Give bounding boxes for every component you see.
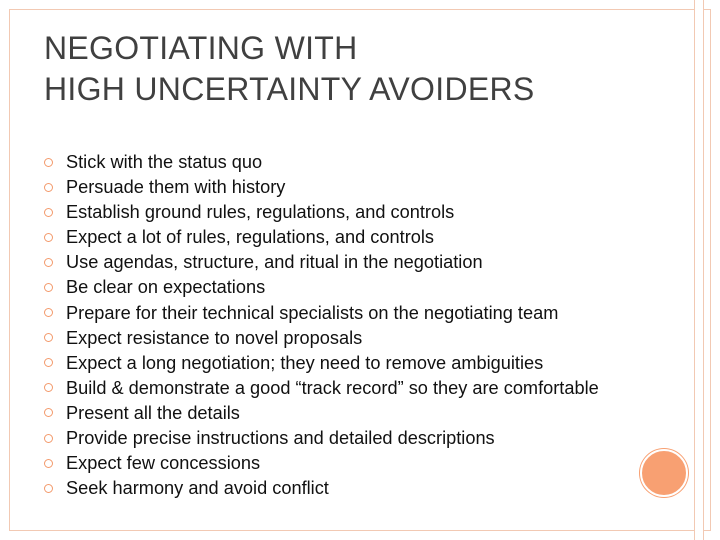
list-item [44, 376, 674, 401]
list-item-text: Expect a long negotiation; they need to remove ambiguities [66, 352, 544, 373]
bullet-circle-icon [44, 233, 53, 242]
list-item-text: Use agendas, structure, and ritual in the negotiation [66, 252, 483, 273]
list-item [44, 275, 674, 300]
bullet-circle-icon [44, 208, 53, 217]
bullet-circle-icon [44, 183, 53, 192]
bullet-circle-icon [44, 158, 53, 167]
bullet-circle-icon [44, 258, 53, 267]
bullet-circle-icon [44, 459, 53, 468]
list-item [44, 476, 674, 501]
list-item-text: Expect resistance to novel proposals [66, 327, 363, 348]
list-item-text: Persuade them with history [66, 177, 286, 198]
list-item [44, 326, 674, 351]
list-item-text: Stick with the status quo [66, 152, 263, 172]
list-item [44, 250, 674, 275]
list-item-text: Prepare for their technical specialists on the negotiating team [66, 302, 559, 323]
list-item-text: Provide precise instructions and detailed descriptions [66, 428, 495, 449]
bullet-circle-icon [44, 283, 53, 292]
bullet-list [44, 150, 674, 501]
list-item-text: Present all the details [66, 402, 240, 423]
bullet-circle-icon [44, 408, 53, 417]
list-item-text: Establish ground rules, regulations, and controls [66, 202, 455, 223]
bullet-circle-icon [44, 358, 53, 367]
list-item [44, 401, 674, 426]
list-item-text: Seek harmony and avoid conflict [66, 478, 329, 499]
list-item-text: Expect few concessions [66, 453, 261, 474]
page-title [44, 28, 664, 110]
bullet-circle-icon [44, 434, 53, 443]
list-item-text: Be clear on expectations [66, 277, 266, 298]
list-item [44, 175, 674, 200]
bullet-circle-icon [44, 484, 53, 493]
decorative-side-bar [694, 0, 704, 540]
list-item [44, 351, 674, 376]
list-item [44, 301, 674, 326]
bullet-circle-icon [44, 383, 53, 392]
list-item [44, 225, 674, 250]
list-item [44, 200, 674, 225]
list-item [44, 451, 674, 476]
bullet-circle-icon [44, 333, 53, 342]
list-item-text: Expect a lot of rules, regulations, and controls [66, 227, 434, 248]
list-item-text: Build & demonstrate a good “track record” so they are comfortable [66, 377, 599, 398]
title-line-1: NEGOTIATING WITH [44, 30, 358, 66]
bullet-circle-icon [44, 308, 53, 317]
list-item [44, 426, 674, 451]
title-line-2: HIGH UNCERTAINTY AVOIDERS [44, 71, 535, 107]
list-item [44, 150, 674, 175]
